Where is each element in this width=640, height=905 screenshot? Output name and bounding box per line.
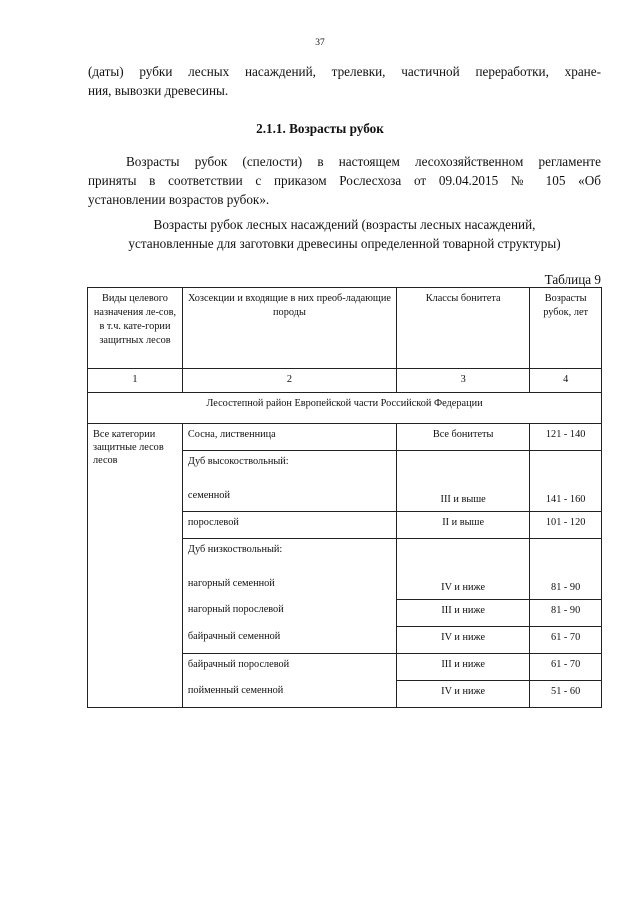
section-heading: 2.1.1. Возрасты рубок (256, 121, 384, 136)
class-cell: III и выше (397, 451, 530, 512)
species-cell: семенной (182, 485, 396, 512)
species-cell: Сосна, лиственница (182, 424, 396, 451)
header-purpose: Виды целевого назначения ле-сов, в т.ч. кате-гории защитных лесов (88, 288, 183, 369)
age-cell: 61 - 70 (530, 653, 602, 680)
species-cell: Дуб высокоствольный: (182, 451, 396, 486)
age-cell: 141 - 160 (530, 451, 602, 512)
body-line-1: Возрасты рубок (спелости) в настоящем лесохозяйственном регламенте (126, 154, 601, 169)
table-row (88, 424, 602, 451)
category-cell: Все категории защитные лесов лесов (88, 424, 183, 708)
table-number: Таблица 9 (544, 272, 601, 287)
species-cell: нагорный семенной (182, 573, 396, 599)
cutting-age-table (87, 287, 602, 708)
species-cell: порослевой (182, 512, 396, 539)
body-paragraph (88, 152, 601, 209)
page-number: 37 (315, 38, 325, 48)
header-sections: Хозсекции и входящие в них преоб-ладающие породы (182, 288, 396, 369)
caption-line-2: установленные для заготовки древесины определенной товарной структуры) (128, 236, 561, 251)
age-cell: 61 - 70 (530, 626, 602, 653)
class-cell: III и ниже (397, 599, 530, 626)
column-number-row (88, 369, 602, 393)
intro-line-1: (даты) рубки лесных насаждений, трелевки, частичной переработки, хране- (88, 64, 601, 79)
species-cell: байрачный порослевой (182, 653, 396, 680)
species-cell: нагорный порослевой (182, 599, 396, 626)
class-cell: IV и ниже (397, 680, 530, 707)
region-row (88, 393, 602, 424)
species-cell: пойменный семенной (182, 680, 396, 707)
table-header-row (88, 288, 602, 369)
column-number: 4 (530, 369, 602, 393)
age-cell: 51 - 60 (530, 680, 602, 707)
age-cell: 81 - 90 (530, 539, 602, 600)
age-cell: 81 - 90 (530, 599, 602, 626)
class-cell: IV и ниже (397, 626, 530, 653)
header-class: Классы бонитета (397, 288, 530, 369)
table-caption (88, 215, 601, 253)
column-number: 3 (397, 369, 530, 393)
column-number: 1 (88, 369, 183, 393)
age-cell: 101 - 120 (530, 512, 602, 539)
header-age: Возрасты рубок, лет (530, 288, 602, 369)
column-number: 2 (182, 369, 396, 393)
intro-paragraph (88, 62, 601, 100)
class-cell: III и ниже (397, 653, 530, 680)
species-cell: Дуб низкоствольный: (182, 539, 396, 574)
age-cell: 121 - 140 (530, 424, 602, 451)
region-label: Лесостепной район Европейской части Российской Федерации (88, 393, 602, 424)
class-cell: II и выше (397, 512, 530, 539)
class-cell: Все бонитеты (397, 424, 530, 451)
intro-line-2: ния, вывозки древесины. (88, 83, 229, 98)
species-cell: байрачный семенной (182, 626, 396, 653)
class-cell: IV и ниже (397, 539, 530, 600)
body-line-2: приняты в соответствии с приказом Рослесхоза от 09.04.2015 № 105 «Об (88, 173, 601, 188)
caption-line-1: Возрасты рубок лесных насаждений (возрасты лесных насаждений, (153, 217, 536, 232)
body-line-3: установлении возрастов рубок». (88, 192, 270, 207)
